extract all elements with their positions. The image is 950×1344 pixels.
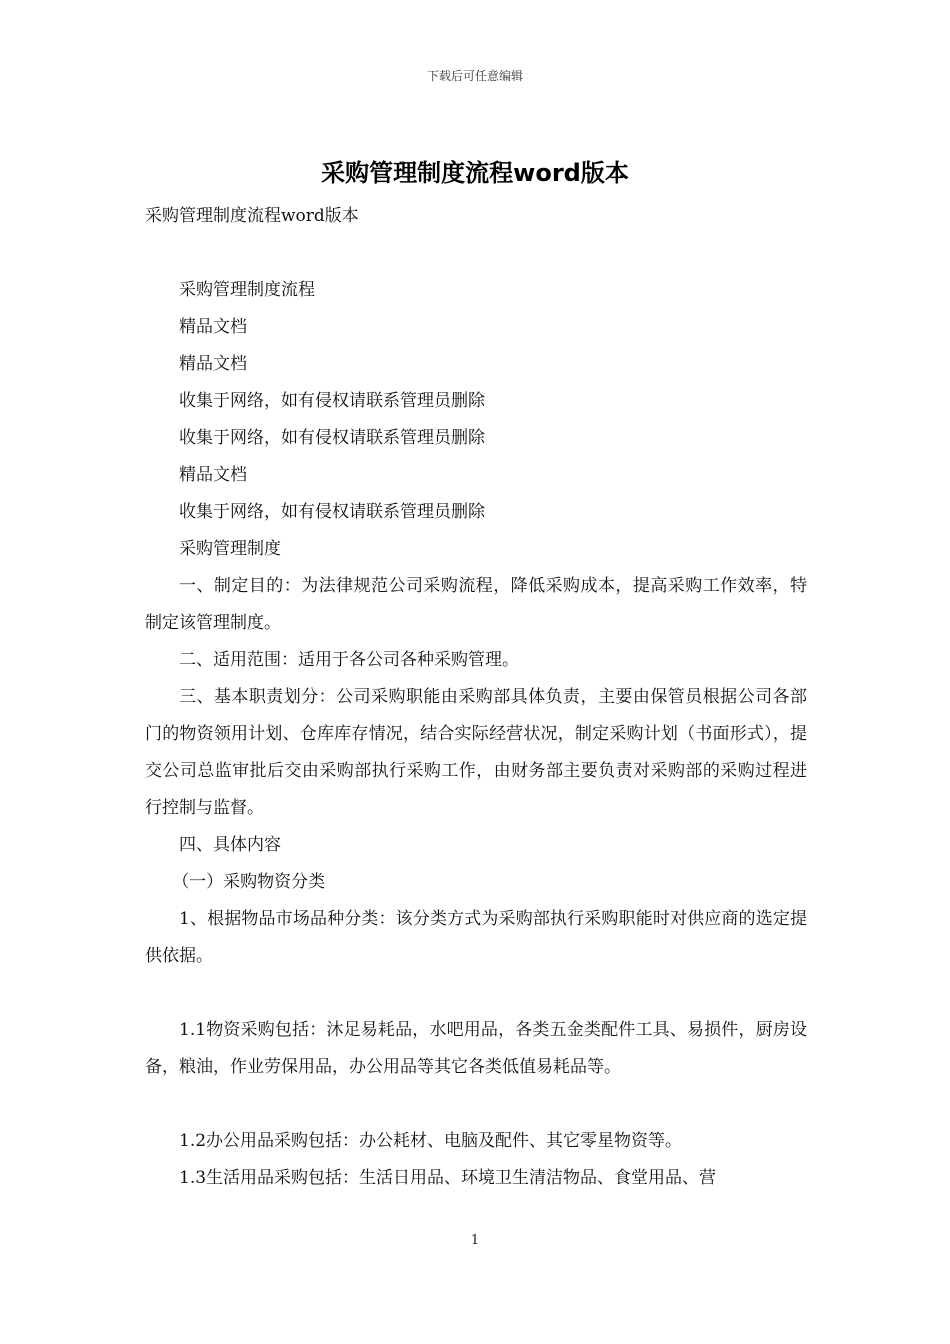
text-line: 采购管理制度流程 <box>179 280 315 300</box>
text-line: 收集于网络，如有侵权请联系管理员删除 <box>179 428 485 448</box>
paragraph-purpose: 一、制定目的：为法律规范公司采购流程，降低采购成本，提高采购工作效率，特制定该管理制度。 <box>145 576 807 633</box>
paragraph-content-heading: 四、具体内容 <box>179 835 281 855</box>
page-number: 1 <box>470 1233 480 1248</box>
blank-line <box>145 975 807 1012</box>
paragraph-responsibilities: 三、基本职责划分：公司采购职能由采购部具体负责，主要由保管员根据公司各部门的物资领用计划、仓库库存情况，结合实际经营状况，制定采购计划（书面形式），提交公司总监审批后交由采购部执行采购工作，由财务部主要负责对采购部的采购过程进行控制与监督。 <box>145 687 807 818</box>
paragraph-item-1-3: 1.3生活用品采购包括：生活日用品、环境卫生清洁物品、食堂用品、营 <box>179 1168 717 1188</box>
blank-line <box>145 235 807 272</box>
subtitle-line: 采购管理制度流程word版本 <box>145 206 359 226</box>
document-body <box>145 198 807 1197</box>
text-line: 收集于网络，如有侵权请联系管理员删除 <box>179 502 485 522</box>
paragraph-item-1-2: 1.2办公用品采购包括：办公耗材、电脑及配件、其它零星物资等。 <box>179 1131 683 1151</box>
section-heading: 采购管理制度 <box>179 539 281 559</box>
paragraph-scope: 二、适用范围：适用于各公司各种采购管理。 <box>179 650 519 670</box>
text-line: 精品文档 <box>179 354 247 374</box>
text-line: 收集于网络，如有侵权请联系管理员删除 <box>179 391 485 411</box>
document-title: 采购管理制度流程word版本 <box>321 159 629 187</box>
subsection-heading: （一）采购物资分类 <box>172 872 326 892</box>
page-header-note: 下载后可任意编辑 <box>426 69 523 83</box>
paragraph-item-1-1: 1.1物资采购包括：沐足易耗品，水吧用品，各类五金类配件工具、易损件，厨房设备，粮油，作业劳保用品，办公用品等其它各类低值易耗品等。 <box>145 1020 807 1077</box>
blank-line <box>145 1086 807 1123</box>
text-line: 精品文档 <box>179 317 247 337</box>
text-line: 精品文档 <box>179 465 247 485</box>
paragraph-classification: 1、根据物品市场品种分类：该分类方式为采购部执行采购职能时对供应商的选定提供依据。 <box>145 909 807 966</box>
